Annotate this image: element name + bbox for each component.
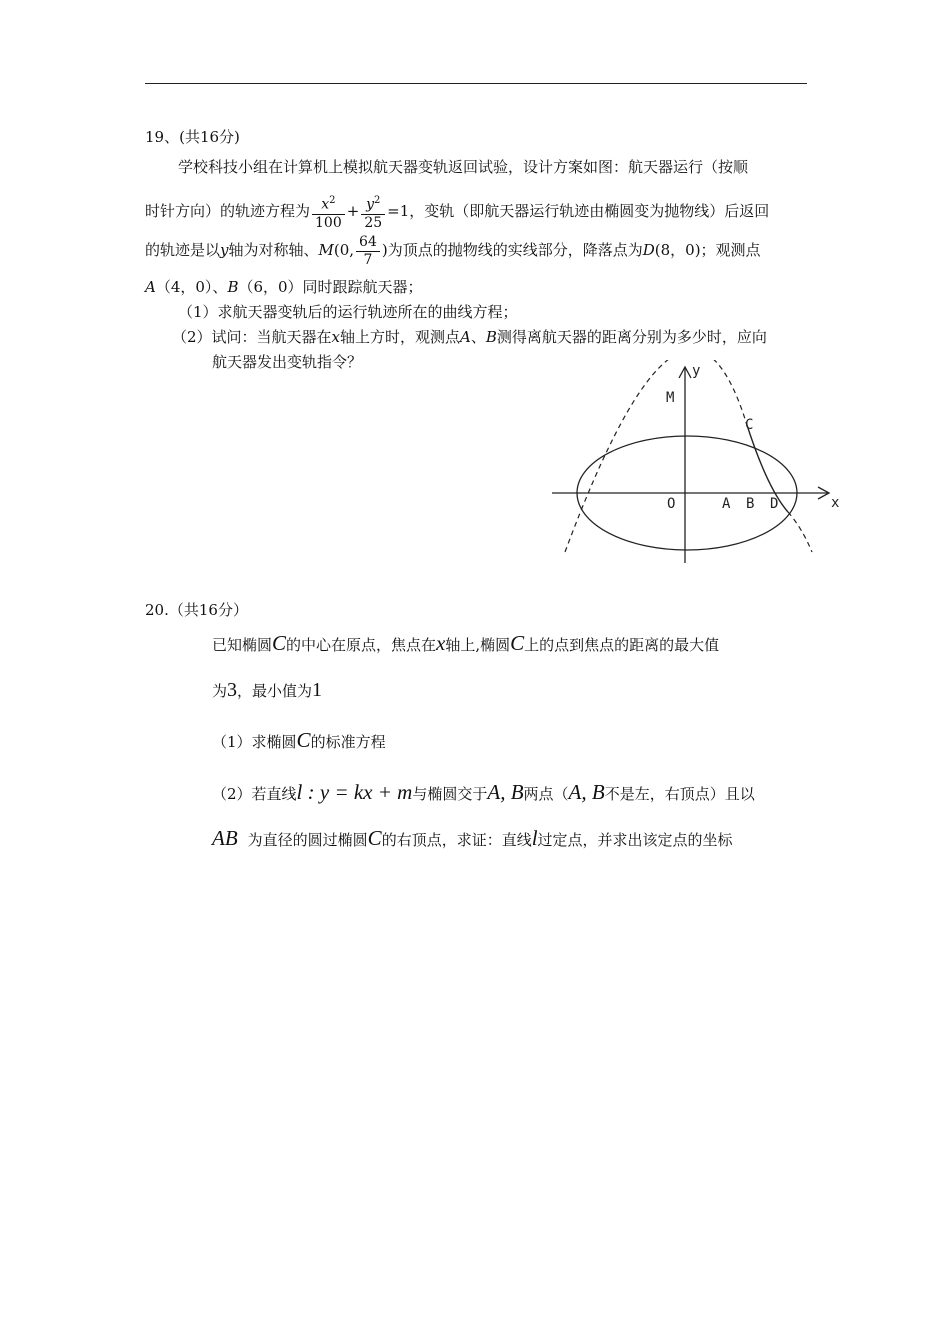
label-B: B: [746, 496, 755, 512]
fraction-64-over-7: $\frac{64}{7}$: [356, 234, 380, 269]
label-x: x: [831, 495, 840, 511]
orbit-figure: [550, 360, 850, 575]
label-O: O: [667, 496, 676, 512]
label-y: y: [692, 363, 701, 379]
label-M: M: [666, 390, 675, 406]
q19-para-line-1: 学校科技小组在计算机上模拟航天器变轨返回试验，设计方案如图：航天器运行（按顺: [178, 158, 749, 176]
parabola-dashed-left: [565, 360, 746, 552]
label-A: A: [722, 496, 731, 512]
fraction-y2-over-25: $\frac{y^2}{25}$: [361, 192, 385, 232]
q19-sub-2: （2）试问：当航天器在x轴上方时，观测点A、B测得离航天器的距离分别为多少时，应向: [172, 328, 767, 346]
label-C: C: [745, 417, 754, 433]
q19-sub-2-cont: 航天器发出变轨指令？: [212, 353, 363, 371]
label-D: D: [770, 496, 779, 512]
q20-sub-2: （2）若直线l : y = kx + m与椭圆交于A, B两点（A, B不是左，右顶点）且以: [212, 780, 755, 804]
header-rule: [145, 83, 807, 84]
q20-number: 20.（共16分）: [145, 601, 248, 619]
q19-para-line-4: A（4，0）、B（6，0）同时跟踪航天器；: [145, 278, 423, 296]
fraction-x2-over-100: $\frac{x^2}{100}$: [312, 192, 345, 232]
parabola-dashed-right: [788, 512, 812, 552]
q20-line-1: 已知椭圆C的中心在原点，焦点在x轴上,椭圆C上的点到焦点的距离的最大值: [212, 631, 720, 655]
q20-sub-1: （1）求椭圆C的标准方程: [212, 728, 386, 752]
q19-para-line-3: 的轨迹是以y轴为对称轴、M(0, $\frac{64}{7}$ )为顶点的抛物线的实线部分，降落点为D(8，0)；观测点: [145, 233, 761, 268]
q20-line-2: 为3，最小值为1: [212, 679, 323, 701]
q20-sub-2-cont: AB 为直径的圆过椭圆C的右顶点，求证：直线l过定点，并求出该定点的坐标: [212, 826, 733, 850]
q19-number: 19、(共16分): [145, 128, 240, 146]
q19-sub-1: （1）求航天器变轨后的运行轨迹所在的曲线方程；: [178, 303, 518, 321]
q19-para-line-2: 时针方向）的轨迹方程为 $\frac{x^2}{100}$ + $\frac{y^2}{25}$ =1，变轨（即航天器运行轨迹由椭圆变为抛物线）后返回: [145, 190, 769, 232]
